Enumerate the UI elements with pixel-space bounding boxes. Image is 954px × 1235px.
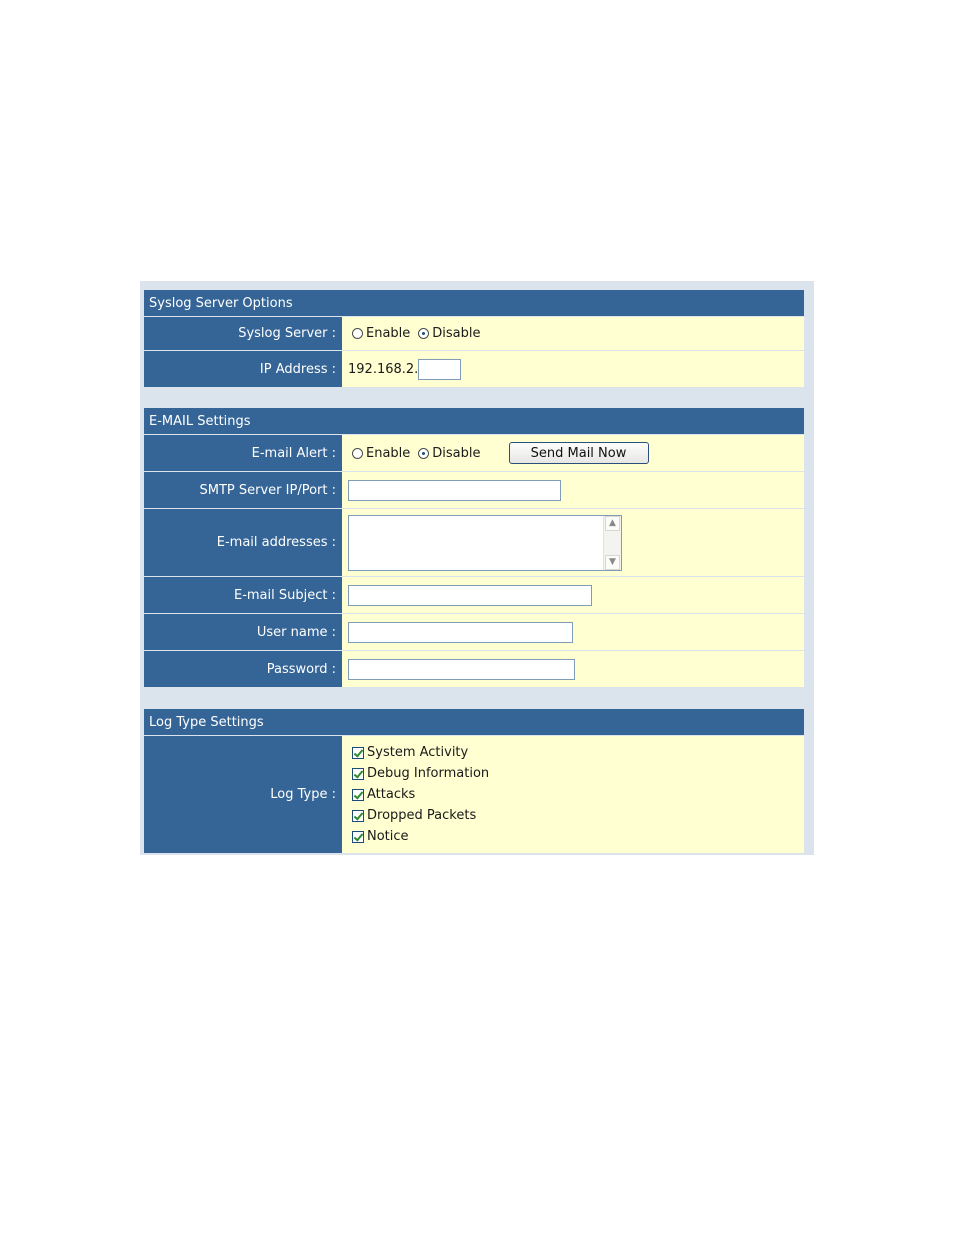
ip-address-label: IP Address : (144, 351, 342, 387)
password-input[interactable] (348, 659, 575, 680)
checkbox-checked-icon (352, 789, 364, 801)
radio-on-icon (418, 328, 429, 339)
logtype-section (144, 709, 804, 853)
radio-off-icon (352, 448, 363, 459)
settings-panel (140, 281, 814, 855)
email-subject-input[interactable] (348, 585, 592, 606)
username-input[interactable] (348, 622, 573, 643)
smtp-row (144, 472, 804, 509)
scroll-down-icon[interactable]: ▼ (605, 555, 620, 570)
syslog-disable-label: Disable (432, 326, 481, 341)
email-enable-radio[interactable] (352, 446, 410, 461)
password-label: Password : (144, 651, 342, 687)
scroll-up-icon[interactable]: ▲ (605, 516, 620, 531)
email-subject-value (342, 577, 804, 613)
email-section (144, 408, 804, 687)
username-label: User name : (144, 614, 342, 650)
email-addresses-value (342, 509, 804, 576)
smtp-input[interactable] (348, 480, 561, 501)
radio-on-icon (418, 448, 429, 459)
logtype-item-label: Notice (367, 829, 409, 844)
syslog-enable-radio[interactable] (352, 326, 410, 341)
ip-address-row (144, 351, 804, 387)
textarea-scrollbar[interactable] (603, 516, 621, 570)
logtype-item-label: Dropped Packets (367, 808, 477, 823)
ip-last-octet-input[interactable] (418, 359, 461, 380)
logtype-item-label: Attacks (367, 787, 416, 802)
syslog-server-row (144, 317, 804, 351)
email-addresses-row (144, 509, 804, 577)
logtype-item-label: Debug Information (367, 766, 490, 781)
logtype-notice[interactable] (352, 826, 409, 847)
checkbox-checked-icon (352, 810, 364, 822)
syslog-section (144, 290, 804, 387)
email-subject-label: E-mail Subject : (144, 577, 342, 613)
smtp-label: SMTP Server IP/Port : (144, 472, 342, 508)
syslog-server-value (342, 317, 804, 350)
password-value (342, 651, 804, 687)
syslog-server-label: Syslog Server : (144, 317, 342, 350)
checkbox-checked-icon (352, 768, 364, 780)
email-subject-row (144, 577, 804, 614)
email-enable-label: Enable (366, 445, 411, 461)
logtype-options (342, 736, 804, 853)
syslog-disable-radio[interactable] (418, 326, 480, 341)
email-addresses-textarea[interactable] (348, 515, 622, 571)
email-disable-radio[interactable] (418, 446, 480, 461)
email-section-title: E-MAIL Settings (144, 408, 804, 435)
logtype-dropped-packets[interactable] (352, 805, 476, 826)
ip-prefix: 192.168.2. (348, 361, 419, 377)
radio-off-icon (352, 328, 363, 339)
logtype-debug-information[interactable] (352, 763, 489, 784)
email-disable-label: Disable (432, 445, 481, 461)
logtype-section-title: Log Type Settings (144, 709, 804, 736)
email-alert-value (342, 435, 804, 471)
smtp-value (342, 472, 804, 508)
ip-address-value (342, 351, 804, 387)
logtype-attacks[interactable] (352, 784, 415, 805)
syslog-enable-label: Enable (366, 326, 411, 341)
email-alert-row (144, 435, 804, 472)
logtype-system-activity[interactable] (352, 742, 468, 763)
syslog-section-title: Syslog Server Options (144, 290, 804, 317)
logtype-item-label: System Activity (367, 745, 469, 760)
username-value (342, 614, 804, 650)
checkbox-checked-icon (352, 747, 364, 759)
email-alert-label: E-mail Alert : (144, 435, 342, 471)
logtype-row (144, 736, 804, 853)
username-row (144, 614, 804, 651)
checkbox-checked-icon (352, 831, 364, 843)
email-addresses-label: E-mail addresses : (144, 509, 342, 576)
logtype-label: Log Type : (144, 736, 342, 853)
send-mail-now-button[interactable]: Send Mail Now (509, 442, 649, 464)
password-row (144, 651, 804, 687)
